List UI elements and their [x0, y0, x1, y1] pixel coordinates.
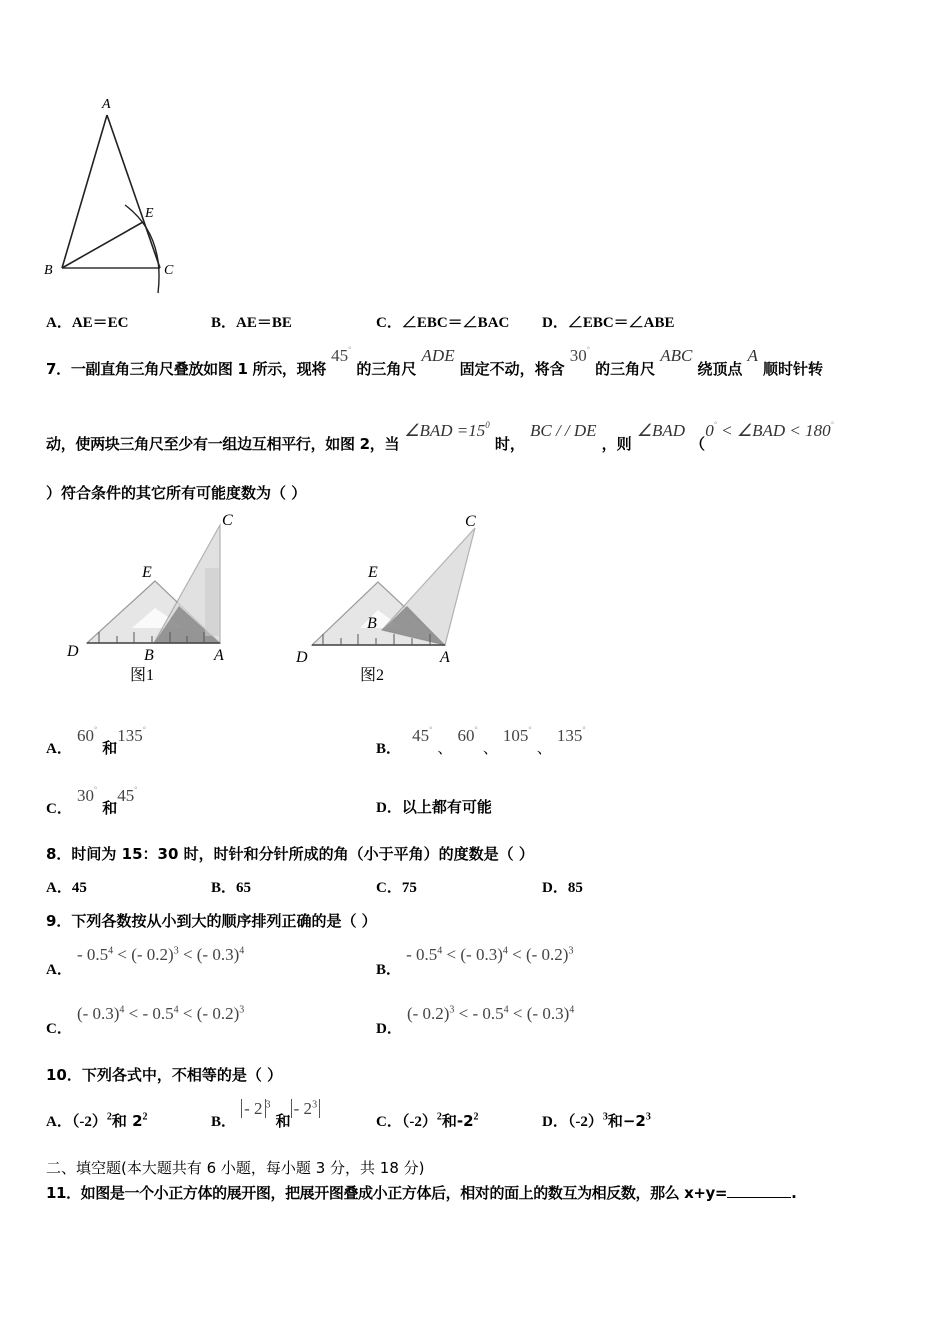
option-letter: B．	[211, 1114, 237, 1130]
answer-blank[interactable]	[727, 1183, 791, 1198]
q10-option-b[interactable]	[211, 1098, 320, 1130]
q7-math-bad15: ∠BAD $=15^0$	[404, 420, 490, 440]
q7-text: 顺时针转	[762, 360, 823, 378]
option-text: 和	[102, 799, 118, 817]
option-letter: A．	[46, 315, 72, 331]
q7-math-range: 0° < ∠BAD < 180°	[705, 420, 834, 440]
q7-stem-line1	[46, 345, 823, 378]
q9-option-c[interactable]	[46, 1003, 245, 1037]
q7-math-bad: ∠BAD	[636, 421, 686, 440]
q7-text: 固定不动，将含	[459, 360, 565, 378]
q7-figure-1	[62, 510, 242, 690]
option-text: 65	[236, 880, 252, 896]
label-d: D	[67, 643, 79, 660]
option-letter: A．	[46, 741, 72, 757]
exponent: 2	[142, 1111, 148, 1123]
label-c: C	[164, 263, 174, 278]
label-d: D	[296, 649, 308, 666]
option-text: 和-2	[441, 1112, 474, 1130]
abs-expression: - 2	[241, 1099, 265, 1118]
q8-option-b[interactable]	[211, 876, 251, 897]
option-letter: B．	[376, 962, 402, 978]
option-value: 135°	[556, 725, 586, 745]
q10-option-a[interactable]	[46, 1110, 148, 1131]
q11-end: .	[791, 1184, 797, 1202]
q8-stem: 8．时间为 15：30 时，时针和分针所成的角（小于平角）的度数是（ ）	[46, 845, 534, 863]
label-a: A	[214, 647, 224, 664]
label-c: C	[465, 513, 476, 530]
option-text: 以上都有可能	[401, 798, 492, 816]
option-text: 75	[401, 880, 417, 896]
label-e: E	[368, 564, 378, 581]
q9-option-b[interactable]	[376, 944, 574, 978]
label-e: E	[145, 206, 154, 221]
option-value: 30°	[76, 785, 98, 805]
q7-text: 7．一副直角三角尺叠放如图 1 所示，现将	[46, 360, 327, 378]
option-text: 和 2	[111, 1112, 143, 1130]
option-text: （-2）	[567, 1114, 603, 1130]
option-text: ∠EBC＝∠ABE	[567, 315, 675, 331]
option-text: AE＝BE	[236, 315, 292, 331]
q9-expression: (- 0.3)$^4$ < - $0.5^4$ < (- 0.2)$^3$	[76, 1004, 245, 1023]
q7-text: 绕顶点	[697, 360, 743, 378]
q7-math-45: 45°	[331, 345, 352, 365]
q9-expression: - $0.5^4$ < (- 0.3)$^4$ < (- 0.2)$^3$	[406, 945, 574, 964]
option-text: 85	[567, 880, 583, 896]
option-letter: A．	[46, 880, 72, 896]
option-value: 135°	[117, 725, 146, 745]
separator: 、	[437, 739, 453, 757]
q8-option-d[interactable]	[542, 876, 583, 897]
q7-text: 的三角尺	[595, 360, 656, 378]
option-text: 和	[102, 739, 118, 757]
q11-stem	[46, 1182, 797, 1203]
label-b: B	[144, 647, 154, 664]
q7-stem-line3: ）符合条件的其它所有可能度数为（ ）	[46, 484, 307, 502]
option-letter: C．	[46, 801, 72, 817]
option-text: 和−2	[607, 1112, 646, 1130]
q9-option-a[interactable]	[46, 944, 245, 978]
q10-option-d[interactable]	[542, 1110, 651, 1131]
option-letter: D．	[376, 800, 402, 816]
q7-math-ade: ADE	[421, 346, 455, 365]
option-letter: D．	[376, 1021, 402, 1037]
option-value: 105°	[502, 725, 532, 745]
option-value: 45°	[117, 785, 138, 805]
q7-option-b[interactable]	[376, 725, 586, 757]
option-letter: A．	[46, 962, 72, 978]
option-text: 45	[71, 880, 87, 896]
option-text: （-2）	[401, 1114, 437, 1130]
ruler-ticks-abc	[205, 568, 219, 636]
option-text: AE＝EC	[71, 315, 129, 331]
q7-math-abc: ABC	[660, 346, 693, 365]
q7-option-a[interactable]	[46, 725, 146, 757]
q7-math-a: A	[747, 346, 758, 365]
label-c: C	[222, 512, 233, 529]
q6-triangle-figure	[40, 95, 190, 300]
exponent: 2	[473, 1111, 479, 1123]
q9-expression: - $0.5^4$ < (- 0.2)$^3$ < (- 0.3)$^4$	[76, 945, 245, 964]
exponent: 2	[106, 1111, 112, 1123]
label-a: A	[102, 97, 111, 112]
exponent: 3	[645, 1111, 651, 1123]
q7-figure-2	[290, 510, 490, 690]
exponent: 3	[265, 1099, 271, 1111]
option-text: 和	[275, 1112, 291, 1130]
q10-stem: 10．下列各式中，不相等的是（ ）	[46, 1066, 283, 1084]
abs-expression: - $2^3$	[291, 1099, 320, 1118]
q7-text: （	[690, 435, 706, 453]
option-letter: D．	[542, 1114, 568, 1130]
q9-expression: (- 0.2)$^3$ < - $0.5^4$ < (- 0.3)$^4$	[406, 1004, 575, 1023]
label-b: B	[367, 615, 377, 632]
exponent: 3	[602, 1111, 608, 1123]
separator: 、	[536, 739, 552, 757]
label-a: A	[440, 649, 450, 666]
option-letter: C．	[46, 1021, 72, 1037]
figure-caption: 图2	[360, 667, 385, 684]
side-ab	[62, 115, 107, 268]
option-letter: B．	[376, 741, 402, 757]
q10-option-c[interactable]	[376, 1110, 479, 1131]
q7-stem-line2	[46, 420, 834, 453]
label-b: B	[44, 263, 53, 278]
q7-option-d[interactable]	[376, 796, 492, 817]
option-value: 60°	[457, 725, 478, 745]
q9-stem: 9．下列各数按从小到大的顺序排列正确的是（ ）	[46, 912, 377, 930]
q7-text: 时，	[494, 435, 525, 453]
exponent: 2	[436, 1111, 442, 1123]
label-e: E	[142, 564, 152, 581]
option-letter: C．	[376, 315, 402, 331]
q6-option-b[interactable]	[211, 311, 292, 332]
separator: 、	[482, 739, 498, 757]
option-text: （-2）	[71, 1114, 107, 1130]
figure-caption: 图1	[130, 667, 155, 684]
option-value: 60°	[76, 725, 98, 745]
q6-option-d[interactable]	[542, 311, 675, 332]
q7-text: 动，使两块三角尺至少有一组边互相平行，如图 2，当	[46, 435, 400, 453]
q11-text: 11．如图是一个小正方体的展开图，把展开图叠成小正方体后，相对的面上的数互为相反数，那么 x+y=	[46, 1184, 728, 1202]
q8-option-c[interactable]	[376, 876, 417, 897]
option-text: ∠EBC＝∠BAC	[401, 315, 510, 331]
q7-math-bc-de: BC / / DE	[529, 421, 597, 440]
section-title: 二、填空题(本大题共有 6 小题，每小题 3 分，共 18 分)	[46, 1159, 425, 1177]
option-letter: C．	[376, 1114, 402, 1130]
option-letter: B．	[211, 315, 237, 331]
q8-option-a[interactable]	[46, 876, 87, 897]
option-letter: D．	[542, 315, 568, 331]
q7-option-c[interactable]	[46, 785, 138, 817]
q6-option-c[interactable]	[376, 311, 509, 332]
option-letter: D．	[542, 880, 568, 896]
q6-option-a[interactable]	[46, 311, 129, 332]
option-value: 45°	[412, 725, 433, 745]
option-letter: C．	[376, 880, 402, 896]
option-letter: A．	[46, 1114, 72, 1130]
q7-text: ，则	[601, 435, 632, 453]
side-ac	[107, 115, 160, 268]
q7-text: 的三角尺	[356, 360, 417, 378]
option-letter: B．	[211, 880, 237, 896]
q9-option-d[interactable]	[376, 1003, 575, 1037]
q7-math-30: 30°	[569, 345, 590, 365]
